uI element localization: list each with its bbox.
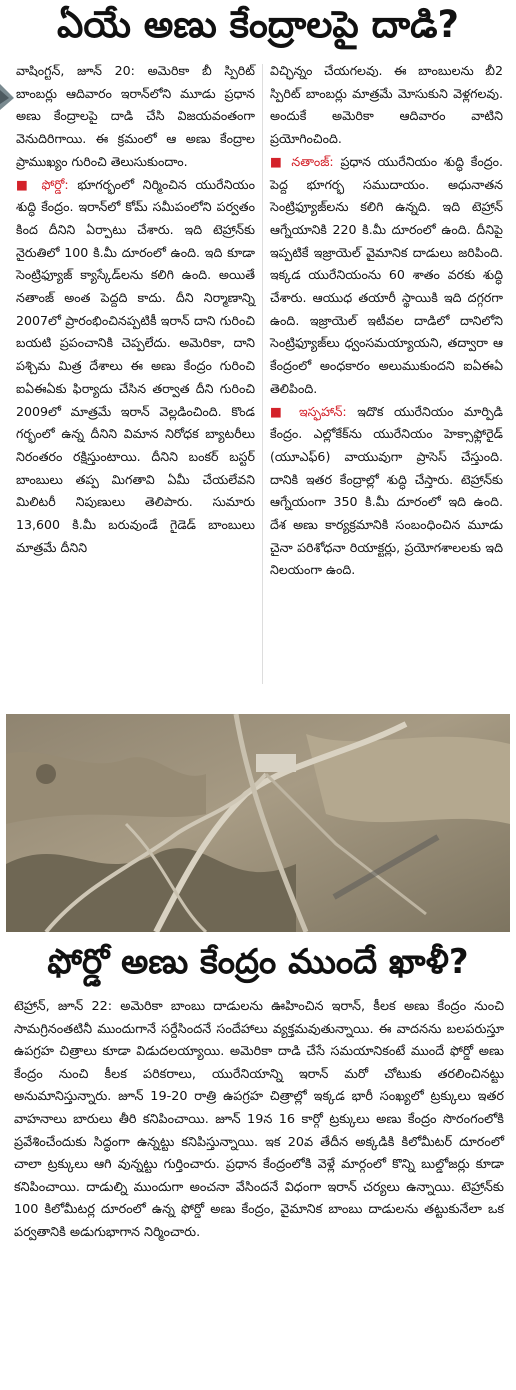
bullet-square-icon: ■ xyxy=(270,153,292,169)
satellite-photo xyxy=(6,714,510,932)
bullet-square-icon: ■ xyxy=(270,403,299,419)
natanz-paragraph xyxy=(270,151,503,401)
natanz-text: ప్రధాన యురేనియం శుద్ధి కేంద్రం. పెద్ద భూగర్భ సముదాయం. అధునాతన సెంట్రిఫ్యూజ్‌లను కలిగి ఉన్నది. ఇది టెహ్రాన్ ఆగ్నేయానికి 220 కి.మీ దూరంలో ఉంది. దీనిపై ఇప్పటికే ఇజ్రాయెల్ వైమానిక దాడులు జరిపింది. ఇక్కడ యురేనియంను 60 శాతం వరకు శుద్ధి చేశారు. ఆయుధ తయారీ స్థాయికి ఇది దగ్గరగా ఉంది. ఇజ్రాయెల్ ఇటీవల దాడిలో దానిలోని సెంట్రిఫ్యూజ్‌లు ధ్వంసమయ్యాయని, తద్వారా ఆ కేంద్రంలో అంధకారం అలుముకుందని ఐఏఈఏ తెలిపింది. xyxy=(270,153,504,396)
bottom-article-text: టెహ్రాన్, జూన్ 22: అమెరికా బాంబు దాడులను ఊహించిన ఇరాన్, కీలక అణు కేంద్రం నుంచి సామగ్రినంతటినీ ముందుగానే సర్దేసిందనే సందేహాలు వ్యక్తమవుతున్నాయి. ఈ వాదనను బలపరుస్తూ ఉపగ్రహ చిత్రాలు కూడా విడుదలయ్యాయి. అమెరికా దాడి చేసే సమయానికంటే ముందే ఫోర్డో అణు కేంద్రం నుంచి కీలక పరికరాలు, యురేనియాన్ని ఇరాన్ మరో చోటుకు తరలించినట్టు అనుమానిస్తున్నారు. జూన్ 19-20 రాత్రి ఉపగ్రహ చిత్రాల్లో ఇక్కడ భారీ సంఖ్యలో ట్రక్కులు ఇతర వాహనాలు బారులు తీరి కనిపించాయి. జూన్ 19న 16 కార్గో ట్రక్కులు అణు కేంద్రం సొరంగంలోకి ప్రవేశించేందుకు సిద్ధంగా ఉన్నట్టు కనిపిస్తున్నాయి. ఇక 20వ తేదీన అక్కడికి కిలోమీటర్ దూరంలో చాలా ట్రక్కులు ఆగి వున్నట్టు గుర్తించారు. ప్రధాన కేంద్రంలోకి వెళ్లే మార్గంలో కొన్ని బుల్డోజర్లు కూడా కనిపించాయి. దాడుల్ని ముందుగా అంచనా వేసిందనే విధంగా ఇరాన్ చర్యలు ఉన్నాయి. టెహ్రాన్‌కు 100 కిలోమీటర్ల దూరంలో ఉన్న ఫోర్డో అణు కేంద్రం, వైమానిక బాంబు దాడులను తట్టుకునేలా ఒక పర్వతానికి అడుగుభాగాన నిర్మించారు. xyxy=(14,999,504,1240)
left-column xyxy=(16,60,255,559)
fordow-paragraph xyxy=(16,174,255,560)
fordow-label: ఫోర్డో: xyxy=(41,176,69,192)
bottom-article xyxy=(14,996,504,1245)
isfahan-paragraph xyxy=(270,401,503,583)
continuation-paragraph: విచ్ఛిన్నం చేయగలవు. ఈ బాంబులను బీ2 స్పిరిట్ బాంబర్లు మాత్రమే మోసుకుని వెళ్లగలవు. అందుకే అమెరికా ఆదివారం వాటిని ప్రయోగించింది. xyxy=(270,63,503,147)
right-column xyxy=(270,60,503,582)
bomber-plane-icon xyxy=(0,80,14,114)
headline-top: ఏయే అణు కేంద్రాలపై దాడి? xyxy=(57,3,459,46)
column-divider xyxy=(262,64,263,684)
natanz-label: నతాంజ్: xyxy=(291,153,334,169)
headline-bottom: ఫోర్డో అణు కేంద్రం ముందే ఖాళీ? xyxy=(47,942,469,982)
intro-paragraph: వాషింగ్టన్, జూన్ 20: అమెరికా బీ స్పిరిట్ బాంబర్లు ఆదివారం ఇరాన్‌లోని మూడు ప్రధాన అణు కేంద్రాలపై దాడి చేసి విజయవంతంగా వెనుదిరిగాయి. ఈ క్రమంలో ఆ అణు కేంద్రాల ప్రాముఖ్యం గురించి తెలుసుకుందాం. xyxy=(16,63,255,169)
fordow-text: భూగర్భంలో నిర్మించిన యురేనియం శుద్ధి కేంద్రం. ఇరాన్‌లో కోమ్ సమీపంలోని పర్వతం కింద దీనిని ఏర్పాటు చేశారు. ఇది టెహ్రాన్‌కు నైరుతిలో 100 కి.మీ దూరంలో ఉంది. ఇది కూడా సెంట్రిఫ్యూజ్ క్యాస్కేడ్‌లను కలిగి ఉంది. అయితే నతాంజ్ అంత పెద్దది కాదు. దీని నిర్మాణాన్ని 2007లో ప్రారంభించినప్పటికీ ఇరాన్ దాని గురించి బయటి ప్రపంచానికి చెప్పలేదు. అమెరికా, దాని పశ్చిమ మిత్ర దేశాలు ఈ అణు కేంద్రం గురించి ఐఏఈఏకు ఫిర్యాదు చేసిన తర్వాత దీని గురించి 2009లో మాత్రమే ఇరాన్ వెల్లడించింది. కొండ గర్భంలో ఉన్న దీనిని విమాన నిరోధక బ్యాటరీలు నిరంతరం రక్షిస్తుంటాయి. దీనిని బంకర్ బస్టర్ బాంబులు తప్ప మిగతావి ఏమీ చేయలేవని మిలిటరీ నిపుణులు తెలిపారు. సుమారు 13,600 కి.మీ బరువుండే గైడెడ్ బాంబులు మాత్రమే దీనిని xyxy=(16,176,255,555)
bullet-square-icon: ■ xyxy=(16,176,42,192)
isfahan-label: ఇస్ఫహాన్: xyxy=(298,403,347,419)
isfahan-text: ఇదొక యురేనియం మార్పిడి కేంద్రం. ఎల్లోకేక్‌ను యురేనియం హెక్సాఫ్లోరైడ్ (యూఎఫ్6) వాయువుగా ప్రాసెస్ చేస్తుంది. దానికి ఇతర కేంద్రాల్లో శుద్ధి చేస్తారు. టెహ్రాన్‌కు ఆగ్నేయంగా 350 కి.మీ దూరంలో ఇది ఉంది. దేశ అణు కార్యక్రమానికి సంబంధించిన మూడు చైనా పరిశోధనా రియాక్టర్లు, ప్రయోగశాలలకు ఇది నిలయంగా ఉంది. xyxy=(270,403,503,578)
